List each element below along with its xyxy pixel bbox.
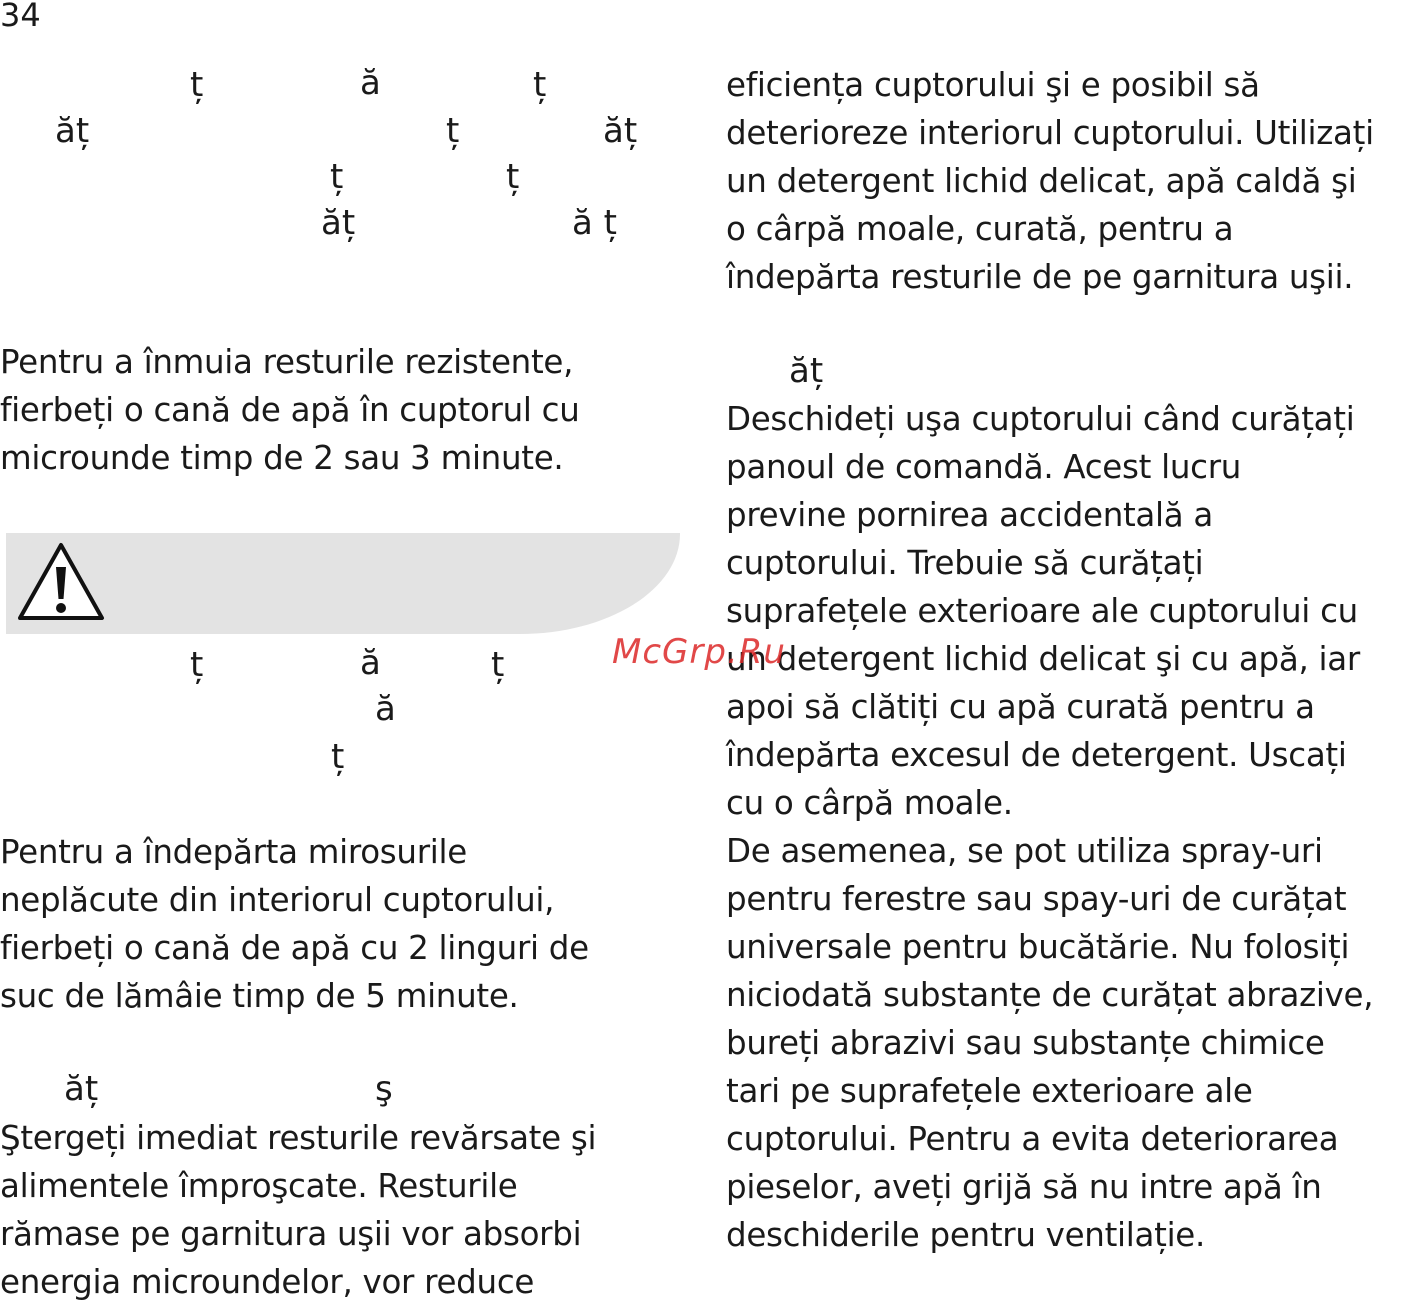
heading-fragment: ț: [533, 65, 547, 105]
warning-triangle-icon: [16, 541, 106, 623]
heading-fragment: ă ț: [572, 203, 617, 243]
heading-fragment: ț: [330, 157, 344, 197]
watermark: McGrp.Ru: [612, 632, 786, 672]
heading-fragment: ț: [446, 111, 460, 151]
heading-fragment: ş: [375, 1069, 393, 1109]
heading-fragment: ăț: [603, 111, 638, 151]
page-number: 34: [0, 0, 41, 34]
warning-fragment: ț: [491, 645, 505, 685]
heading-fragment: ăț: [55, 111, 90, 151]
heading-fragment: ăț: [64, 1069, 99, 1109]
warning-fragment: ă: [360, 643, 381, 683]
warning-fragment: ț: [190, 645, 204, 685]
warning-fragment: ț: [331, 737, 345, 777]
heading-fragment: ț: [506, 157, 520, 197]
left-paragraph-2: Pentru a îndepărta mirosurile neplăcute din interiorul cuptorului, fierbeți o cană de apă cu 2 linguri de suc de lămâie timp de 5 minute.: [0, 833, 589, 1015]
warning-fragment: ă: [375, 689, 396, 729]
right-heading: ăț: [789, 351, 824, 391]
heading-fragment: ăț: [321, 203, 356, 243]
warning-band: [6, 533, 680, 634]
right-paragraph-1: eficiența cuptorului şi e posibil să deterioreze interiorul cuptorului. Utilizați un detergent lichid delicat, apă caldă şi o cârpă moale, curată, pentru a îndepărta resturile de pe garnitura uşii.: [726, 66, 1374, 296]
left-paragraph-3: Ştergeți imediat resturile revărsate şi alimentele împroşcate. Resturile rămase pe garnitura uşii vor absorbi energia microundelor, vor reduce: [0, 1119, 597, 1301]
heading-fragment: ă: [360, 63, 381, 103]
left-paragraph-1: Pentru a înmuia resturile rezistente, fierbeți o cană de apă în cuptorul cu microunde timp de 2 sau 3 minute.: [0, 343, 580, 477]
right-paragraph-2: Deschideți uşa cuptorului când curățați panoul de comandă. Acest lucru previne pornirea accidentală a cuptorului. Trebuie să curățați suprafețele exterioare ale cuptorului cu un detergent lichid delicat şi cu apă, iar apoi să clătiți cu apă curată pentru a îndepărta excesul de detergent. Uscați cu o cârpă moale. De asemenea, se pot utiliza spray-uri pentru ferestre sau spay-uri de curățat universale pentru bucătărie. Nu folosiți niciodată substanțe de curățat abrazive, bureți abrazivi sau substanțe chimice tari pe suprafețele exterioare ale cuptorului. Pentru a evita deteriorarea pieselor, aveți grijă să nu intre apă în deschiderile pentru ventilație.: [726, 400, 1374, 1254]
heading-fragment: ț: [190, 65, 204, 105]
